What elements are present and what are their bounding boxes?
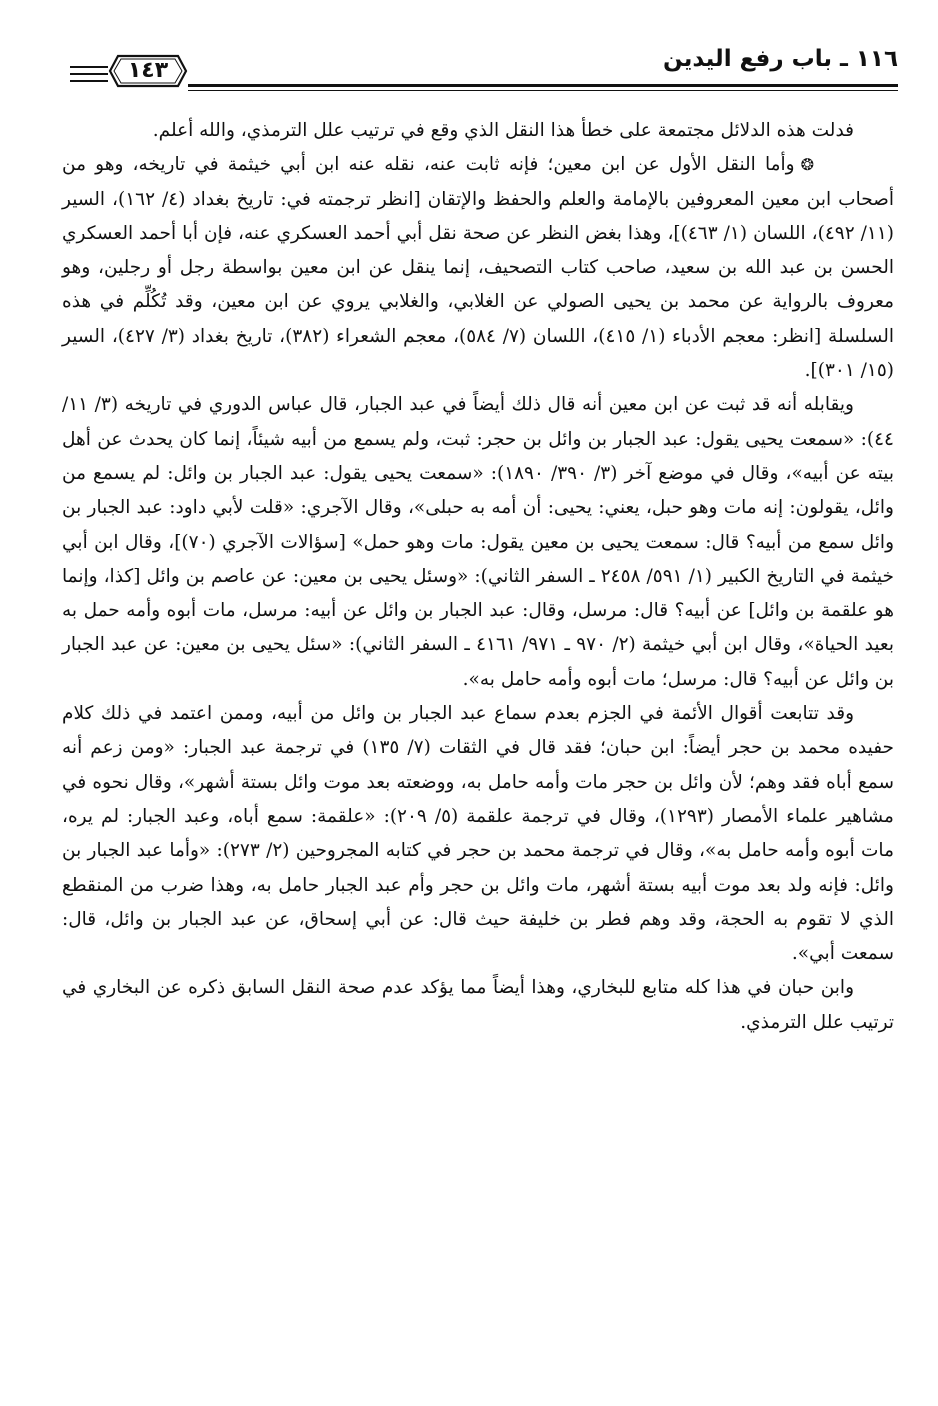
paragraph-4	[62, 697, 894, 971]
header-rule-thick	[188, 84, 898, 87]
header-ornament-lines	[70, 66, 108, 87]
page-number: ١٤٣	[127, 58, 169, 83]
paragraph-text: فدلت هذه الدلائل مجتمعة على خطأ هذا النقل الذي وقع في ترتيب علل الترمذي، والله أعلم.	[152, 120, 854, 141]
paragraph-5	[62, 971, 894, 1040]
bullet-icon: ❂	[800, 155, 814, 175]
paragraph-text: وقد تتابعت أقوال الأئمة في الجزم بعدم سماع عبد الجبار بن وائل من أبيه، وممن اعتمد في ذلك كلام حفيده محمد بن حجر أيضاً: ابن حبان؛ فقد قال في الثقات (٧/ ١٣٥) في ترجمة عبد الجبار: «ومن زعم أنه سمع أباه فقد وهم؛ لأن وائل بن حجر مات وأمه حامل به، ووضعته بعد موت وائل بستة أشهر»، وقال نحوه في مشاهير علماء الأمصار (١٢٩٣)، وقال في ترجمة علقمة (٥/ ٢٠٩): «علقمة: سمع أباه، وعبد الجبار: لم يره، مات أبوه وأمه حامل به»، وقال في ترجمة محمد بن حجر في كتابه المجروحين (٢/ ٢٧٣): «وأما عبد الجبار بن وائل: فإنه ولد بعد موت أبيه بستة أشهر، مات وائل بن حجر وأم عبد الجبار حامل به، وهذا ضرب من المنقطع الذي لا تقوم به الحجة، وقد وهم فطر بن خليفة حيث قال: عن أبي إسحاق، عن عبد الجبار بن وائل، قال: سمعت أبي».	[62, 703, 894, 965]
header-rule-thin	[188, 90, 898, 91]
ornament-line	[70, 73, 108, 75]
page-header	[70, 34, 898, 92]
ornament-line	[70, 80, 108, 82]
ornament-line	[70, 66, 108, 68]
paragraph-text: ويقابله أنه قد ثبت عن ابن معين أنه قال ذلك أيضاً في عبد الجبار، قال عباس الدوري في تاريخه (٣/ ١١/ ٤٤): «سمعت يحيى يقول: عبد الجبار بن وائل بن حجر: ثبت، ولم يسمع من أبيه شيئاً، إنما كان يحدث عن أهل بيته عن أبيه»، وقال في موضع آخر (٣/ ٣٩٠/ ١٨٩٠): «سمعت يحيى يقول: عبد الجبار بن وائل: لم يسمع من وائل، يقولون: إنه مات وهو حبل، يعني: يحيى: أن أمه به حبلى»، وقال الآجري: «قلت لأبي داود: عبد الجبار بن وائل سمع من أبيه؟ قال: سمعت يحيى بن معين يقول: مات وهو حمل» [سؤالات الآجري (٧٠)]، وقال ابن أبي خيثمة في التاريخ الكبير (١/ ٥٩١/ ٢٤٥٨ ـ السفر الثاني): «وسئل يحيى بن معين: عن عاصم بن وائل [كذا، وإنما هو علقمة بن وائل] عن أبيه؟ قال: مرسل، وقال: عبد الجبار بن وائل عن أبيه: مرسل، مات أبوه وأمه حمل به بعيد الحياة»، وقال ابن أبي خيثمة (٢/ ٩٧٠ ـ ٩٧١/ ٤١٦١ ـ السفر الثاني): «سئل يحيى بن معين: عن عبد الجبار بن وائل عن أبيه؟ قال: مرسل؛ مات أبوه وأمه حامل به».	[62, 394, 894, 690]
main-text	[62, 114, 894, 1040]
paragraph-1	[62, 114, 894, 148]
paragraph-3	[62, 388, 894, 697]
page-number-badge	[108, 54, 188, 88]
paragraph-2	[62, 148, 894, 388]
chapter-title: ١١٦ ـ باب رفع اليدين	[663, 46, 898, 72]
paragraph-text: وابن حبان في هذا كله متابع للبخاري، وهذا أيضاً مما يؤكد عدم صحة النقل السابق ذكره عن البخاري في ترتيب علل الترمذي.	[62, 977, 894, 1033]
paragraph-text: وأما النقل الأول عن ابن معين؛ فإنه ثابت عنه، نقله عنه ابن أبي خيثمة في تاريخه، وهو من أصحاب ابن معين المعروفين بالإمامة والعلم والحفظ والإتقان [انظر ترجمته في: تاريخ بغداد (٤/ ١٦٢)، السير (١١/ ٤٩٢)، اللسان (١/ ٤٦٣)]، وهذا بغض النظر عن صحة نقل أبي أحمد العسكري عنه، فإن أبا أحمد العسكري الحسن بن عبد الله بن سعيد، صاحب كتاب التصحيف، إنما ينقل عن ابن معين بواسطة رجل أو رجلين، وهو معروف بالرواية عن محمد بن يحيى الصولي عن الغلابي، والغلابي يروي عن ابن معين، وقد تُكُلِّم في هذه السلسلة [انظر: معجم الأدباء (١/ ٤١٥)، اللسان (٧/ ٥٨٤)، معجم الشعراء (٣٨٢)، تاريخ بغداد (٣/ ٤٢٧)، السير (١٥/ ٣٠١)].	[62, 154, 895, 382]
